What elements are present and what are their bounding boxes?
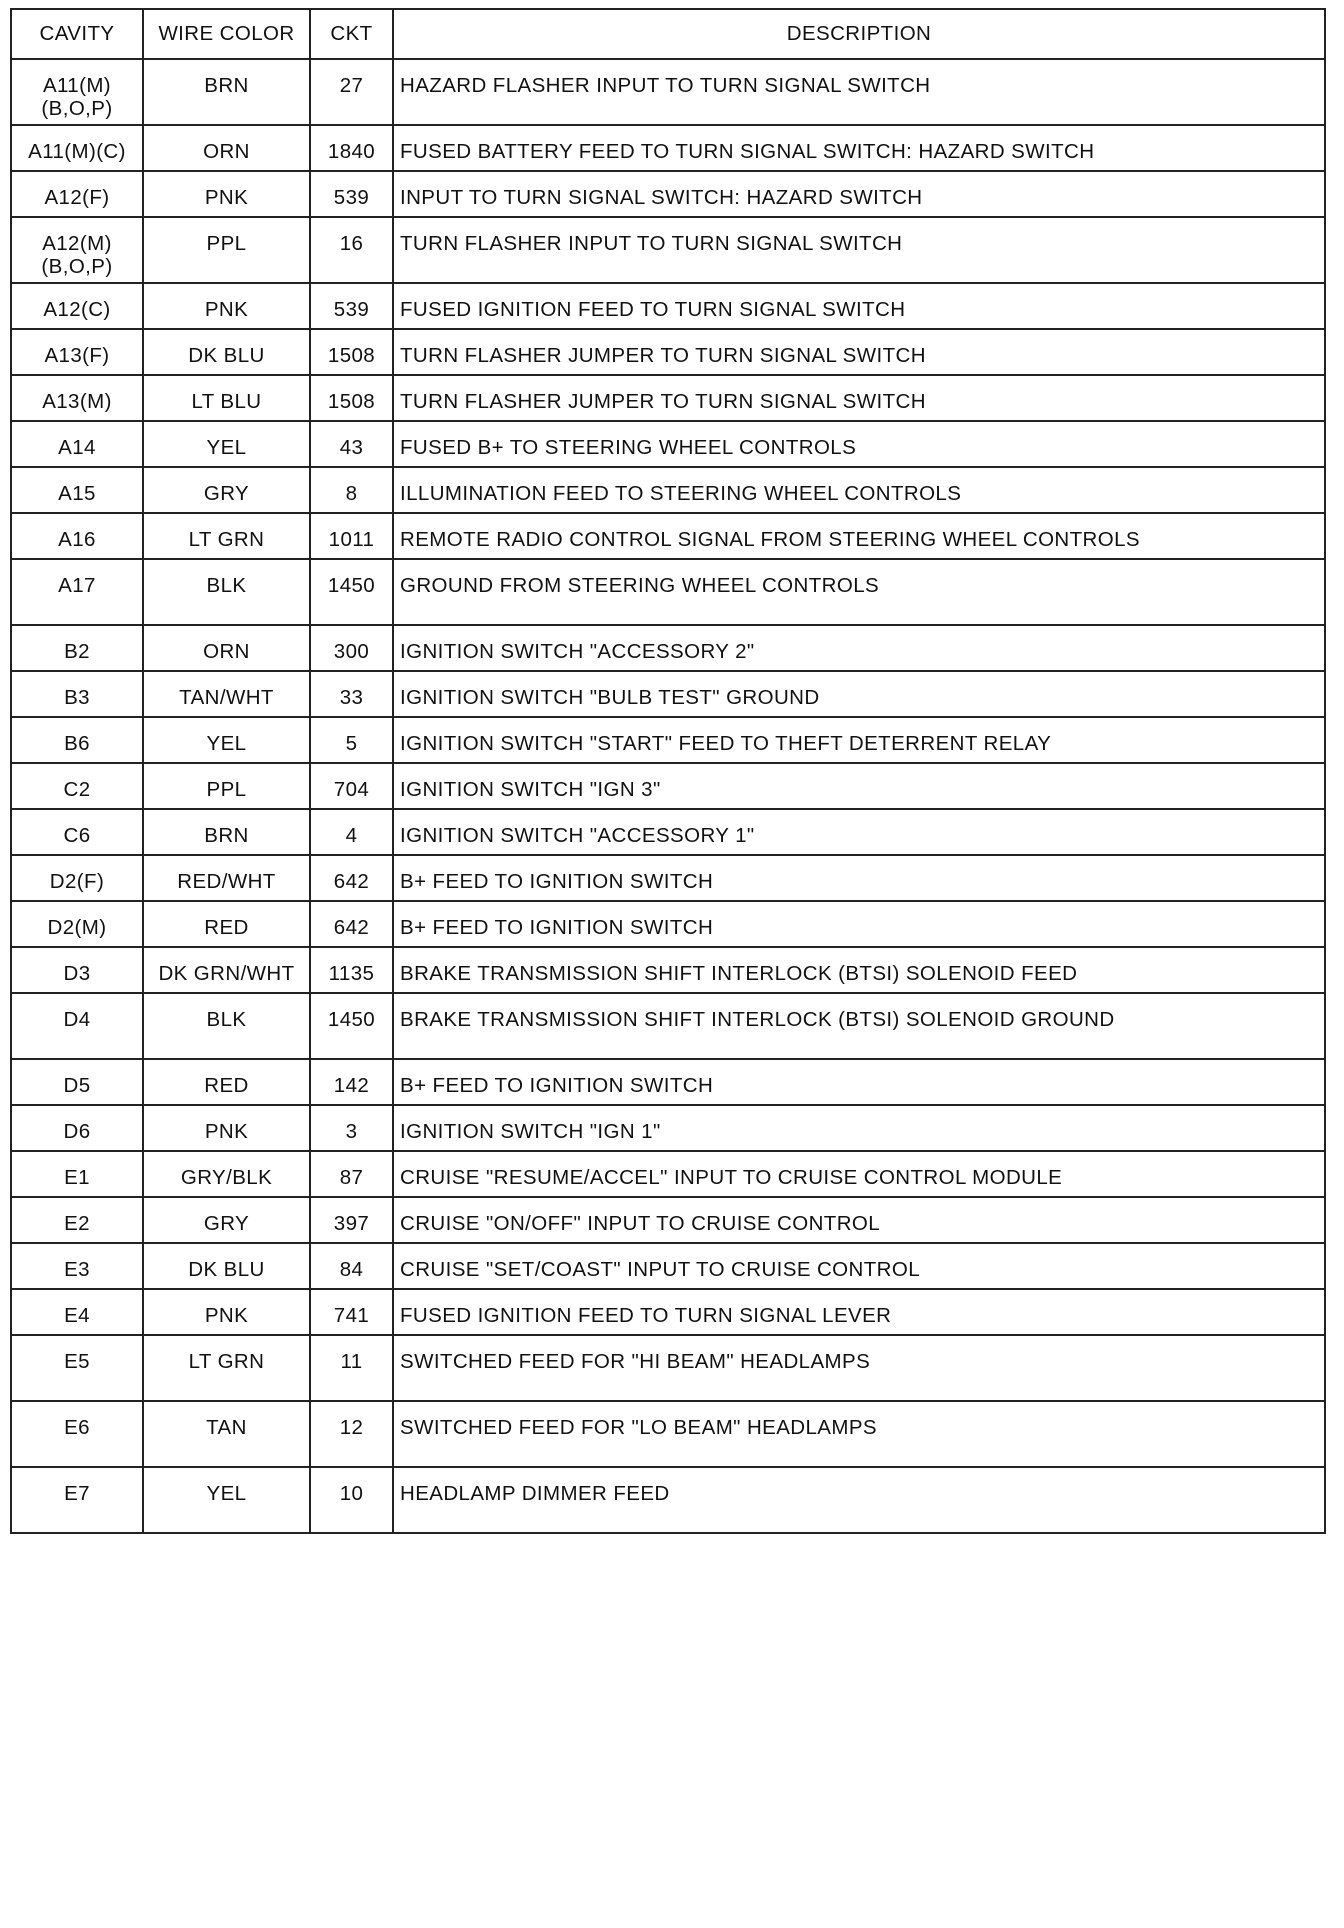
ckt-cell: 300 — [310, 625, 393, 671]
description-cell: REMOTE RADIO CONTROL SIGNAL FROM STEERING WHEEL CONTROLS — [393, 513, 1325, 559]
wire-color-cell: YEL — [143, 421, 310, 467]
ckt-cell: 642 — [310, 855, 393, 901]
cavity-cell — [11, 125, 143, 171]
cavity-cell — [11, 329, 143, 375]
header-description: DESCRIPTION — [393, 9, 1325, 59]
table-row — [11, 993, 1325, 1059]
cavity-cell — [11, 671, 143, 717]
table-row — [11, 171, 1325, 217]
cavity-cell — [11, 513, 143, 559]
cavity-label: E2 — [64, 1212, 90, 1235]
wire-color-cell: GRY/BLK — [143, 1151, 310, 1197]
cavity-label: D6 — [63, 1120, 91, 1143]
ckt-cell: 1508 — [310, 329, 393, 375]
cavity-label: B6 — [64, 732, 90, 755]
table-row — [11, 1467, 1325, 1533]
description-cell: SWITCHED FEED FOR "HI BEAM" HEADLAMPS — [393, 1335, 1325, 1401]
wire-color-cell: YEL — [143, 1467, 310, 1533]
cavity-label: D5 — [63, 1074, 91, 1097]
ckt-cell: 27 — [310, 59, 393, 125]
wire-color-cell: GRY — [143, 1197, 310, 1243]
table-row — [11, 947, 1325, 993]
table-header-row — [11, 9, 1325, 59]
cavity-label: C2 — [63, 778, 91, 801]
table-row — [11, 59, 1325, 125]
table-row — [11, 671, 1325, 717]
wire-color-cell: PNK — [143, 171, 310, 217]
header-ckt: CKT — [310, 9, 393, 59]
ckt-cell: 8 — [310, 467, 393, 513]
description-cell: IGNITION SWITCH "ACCESSORY 2" — [393, 625, 1325, 671]
ckt-cell: 539 — [310, 283, 393, 329]
description-cell: BRAKE TRANSMISSION SHIFT INTERLOCK (BTSI) SOLENOID FEED — [393, 947, 1325, 993]
wire-color-cell: RED — [143, 901, 310, 947]
wire-color-cell: PNK — [143, 283, 310, 329]
cavity-label: E1 — [64, 1166, 90, 1189]
table-row — [11, 717, 1325, 763]
ckt-cell: 16 — [310, 217, 393, 283]
description-cell: B+ FEED TO IGNITION SWITCH — [393, 855, 1325, 901]
cavity-label: A13(M) — [42, 390, 112, 413]
table-row — [11, 283, 1325, 329]
ckt-cell: 741 — [310, 1289, 393, 1335]
table-row — [11, 1105, 1325, 1151]
wire-color-cell: BRN — [143, 59, 310, 125]
cavity-label: C6 — [63, 824, 91, 847]
table-row — [11, 375, 1325, 421]
cavity-cell — [11, 1401, 143, 1467]
cavity-label: A16 — [58, 528, 96, 551]
ckt-cell: 1450 — [310, 993, 393, 1059]
ckt-cell: 11 — [310, 1335, 393, 1401]
cavity-label: D4 — [63, 1008, 91, 1031]
cavity-cell — [11, 1467, 143, 1533]
wire-color-cell: BLK — [143, 993, 310, 1059]
cavity-label: E4 — [64, 1304, 90, 1327]
description-cell: IGNITION SWITCH "ACCESSORY 1" — [393, 809, 1325, 855]
description-cell: HEADLAMP DIMMER FEED — [393, 1467, 1325, 1533]
description-cell: CRUISE "ON/OFF" INPUT TO CRUISE CONTROL — [393, 1197, 1325, 1243]
ckt-cell: 33 — [310, 671, 393, 717]
description-cell: FUSED B+ TO STEERING WHEEL CONTROLS — [393, 421, 1325, 467]
ckt-cell: 5 — [310, 717, 393, 763]
table-row — [11, 1401, 1325, 1467]
table-row — [11, 559, 1325, 625]
description-cell: FUSED BATTERY FEED TO TURN SIGNAL SWITCH: HAZARD SWITCH — [393, 125, 1325, 171]
table-row — [11, 625, 1325, 671]
cavity-cell — [11, 1151, 143, 1197]
table-row — [11, 125, 1325, 171]
cavity-label: A14 — [58, 436, 96, 459]
table-row — [11, 1197, 1325, 1243]
ckt-cell: 1011 — [310, 513, 393, 559]
description-cell: IGNITION SWITCH "IGN 3" — [393, 763, 1325, 809]
cavity-cell — [11, 283, 143, 329]
ckt-cell: 539 — [310, 171, 393, 217]
cavity-cell — [11, 855, 143, 901]
wire-color-cell: ORN — [143, 125, 310, 171]
cavity-label: D2(M) — [47, 916, 107, 939]
cavity-label: A12(C) — [43, 298, 111, 321]
description-cell: FUSED IGNITION FEED TO TURN SIGNAL LEVER — [393, 1289, 1325, 1335]
cavity-cell — [11, 559, 143, 625]
ckt-cell: 1840 — [310, 125, 393, 171]
wire-color-cell: RED/WHT — [143, 855, 310, 901]
cavity-label: E5 — [64, 1350, 90, 1373]
cavity-cell — [11, 763, 143, 809]
wire-color-cell: LT GRN — [143, 1335, 310, 1401]
wire-color-cell: LT GRN — [143, 513, 310, 559]
cavity-label: A11(M) — [42, 74, 112, 97]
cavity-cell — [11, 1105, 143, 1151]
cavity-cell — [11, 1289, 143, 1335]
wire-color-cell: PPL — [143, 763, 310, 809]
cavity-cell — [11, 59, 143, 125]
cavity-cell — [11, 717, 143, 763]
description-cell: IGNITION SWITCH "START" FEED TO THEFT DETERRENT RELAY — [393, 717, 1325, 763]
cavity-cell — [11, 171, 143, 217]
header-wire-color: WIRE COLOR — [143, 9, 310, 59]
cavity-label: A12(F) — [44, 186, 110, 209]
ckt-cell: 3 — [310, 1105, 393, 1151]
table-row — [11, 809, 1325, 855]
cavity-cell — [11, 375, 143, 421]
cavity-label: A13(F) — [44, 344, 110, 367]
description-cell: IGNITION SWITCH "BULB TEST" GROUND — [393, 671, 1325, 717]
cavity-cell — [11, 1197, 143, 1243]
cavity-variant-label: (B,O,P) — [41, 255, 113, 278]
cavity-cell — [11, 1243, 143, 1289]
ckt-cell: 1450 — [310, 559, 393, 625]
ckt-cell: 1508 — [310, 375, 393, 421]
wire-color-cell: LT BLU — [143, 375, 310, 421]
description-cell: BRAKE TRANSMISSION SHIFT INTERLOCK (BTSI) SOLENOID GROUND — [393, 993, 1325, 1059]
cavity-label: A15 — [58, 482, 96, 505]
ckt-cell: 84 — [310, 1243, 393, 1289]
wire-color-cell: GRY — [143, 467, 310, 513]
wire-color-cell: TAN — [143, 1401, 310, 1467]
wire-color-cell: PNK — [143, 1105, 310, 1151]
table-row — [11, 467, 1325, 513]
description-cell: CRUISE "SET/COAST" INPUT TO CRUISE CONTROL — [393, 1243, 1325, 1289]
table-row — [11, 329, 1325, 375]
wire-color-cell: PPL — [143, 217, 310, 283]
description-cell: B+ FEED TO IGNITION SWITCH — [393, 901, 1325, 947]
table-row — [11, 1243, 1325, 1289]
wire-color-cell: BLK — [143, 559, 310, 625]
wire-color-cell: PNK — [143, 1289, 310, 1335]
cavity-cell — [11, 421, 143, 467]
wire-color-cell: TAN/WHT — [143, 671, 310, 717]
description-cell: CRUISE "RESUME/ACCEL" INPUT TO CRUISE CONTROL MODULE — [393, 1151, 1325, 1197]
cavity-cell — [11, 625, 143, 671]
cavity-cell — [11, 217, 143, 283]
description-cell: SWITCHED FEED FOR "LO BEAM" HEADLAMPS — [393, 1401, 1325, 1467]
ckt-cell: 43 — [310, 421, 393, 467]
table-row — [11, 421, 1325, 467]
ckt-cell: 4 — [310, 809, 393, 855]
ckt-cell: 704 — [310, 763, 393, 809]
cavity-cell — [11, 467, 143, 513]
cavity-cell — [11, 809, 143, 855]
ckt-cell: 87 — [310, 1151, 393, 1197]
cavity-cell — [11, 1335, 143, 1401]
description-cell: FUSED IGNITION FEED TO TURN SIGNAL SWITCH — [393, 283, 1325, 329]
table-row — [11, 513, 1325, 559]
table-row — [11, 1289, 1325, 1335]
description-cell: GROUND FROM STEERING WHEEL CONTROLS — [393, 559, 1325, 625]
table-row — [11, 901, 1325, 947]
wire-color-cell: YEL — [143, 717, 310, 763]
cavity-variant-label: (B,O,P) — [41, 97, 113, 120]
table-row — [11, 1059, 1325, 1105]
ckt-cell: 142 — [310, 1059, 393, 1105]
description-cell: HAZARD FLASHER INPUT TO TURN SIGNAL SWITCH — [393, 59, 1325, 125]
table-row — [11, 1151, 1325, 1197]
table-row — [11, 855, 1325, 901]
cavity-label: B3 — [64, 686, 90, 709]
wire-color-cell: BRN — [143, 809, 310, 855]
cavity-label: E6 — [64, 1416, 90, 1439]
cavity-label: D3 — [63, 962, 91, 985]
cavity-label: A12(M) — [42, 232, 112, 255]
description-cell: TURN FLASHER JUMPER TO TURN SIGNAL SWITCH — [393, 329, 1325, 375]
header-cavity: CAVITY — [11, 9, 143, 59]
ckt-cell: 10 — [310, 1467, 393, 1533]
cavity-label: E7 — [64, 1482, 90, 1505]
description-cell: IGNITION SWITCH "IGN 1" — [393, 1105, 1325, 1151]
ckt-cell: 12 — [310, 1401, 393, 1467]
wire-color-cell: DK GRN/WHT — [143, 947, 310, 993]
ckt-cell: 1135 — [310, 947, 393, 993]
wire-color-cell: DK BLU — [143, 1243, 310, 1289]
cavity-cell — [11, 947, 143, 993]
ckt-cell: 642 — [310, 901, 393, 947]
description-cell: TURN FLASHER JUMPER TO TURN SIGNAL SWITCH — [393, 375, 1325, 421]
table-body — [11, 59, 1325, 1533]
cavity-label: B2 — [64, 640, 90, 663]
cavity-label: D2(F) — [49, 870, 105, 893]
table-row — [11, 1335, 1325, 1401]
description-cell: TURN FLASHER INPUT TO TURN SIGNAL SWITCH — [393, 217, 1325, 283]
cavity-label: E3 — [64, 1258, 90, 1281]
cavity-label: A11(M)(C) — [28, 140, 126, 163]
cavity-label: A17 — [58, 574, 96, 597]
description-cell: INPUT TO TURN SIGNAL SWITCH: HAZARD SWITCH — [393, 171, 1325, 217]
cavity-cell — [11, 901, 143, 947]
cavity-cell — [11, 1059, 143, 1105]
description-cell: B+ FEED TO IGNITION SWITCH — [393, 1059, 1325, 1105]
table-row — [11, 763, 1325, 809]
wire-color-cell: ORN — [143, 625, 310, 671]
connector-cavity-table — [10, 8, 1326, 1534]
wire-color-cell: DK BLU — [143, 329, 310, 375]
table-row — [11, 217, 1325, 283]
cavity-cell — [11, 993, 143, 1059]
ckt-cell: 397 — [310, 1197, 393, 1243]
wire-color-cell: RED — [143, 1059, 310, 1105]
description-cell: ILLUMINATION FEED TO STEERING WHEEL CONTROLS — [393, 467, 1325, 513]
